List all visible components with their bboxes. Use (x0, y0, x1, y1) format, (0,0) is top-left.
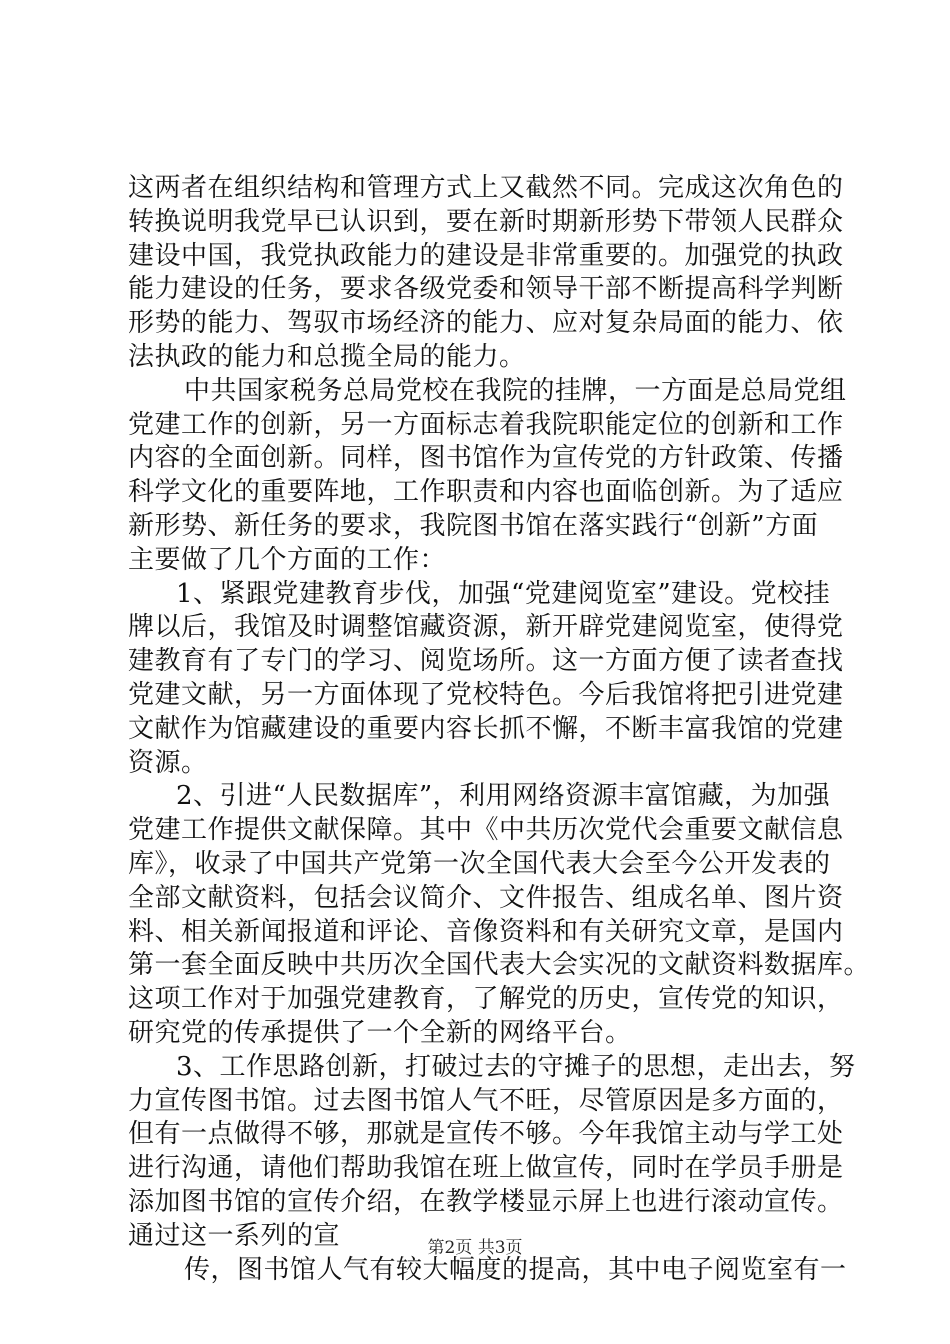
text-line: 科学文化的重要阵地，工作职责和内容也面临创新。为了适应 (128, 477, 844, 508)
text-line: 牌以后，我馆及时调整馆藏资源，新开辟党建阅览室，使得党 (128, 612, 844, 643)
text-line: 库》，收录了中国共产党第一次全国代表大会至今公开发表的 (128, 848, 831, 879)
text-line: 党建工作的创新，另一方面标志着我院职能定位的创新和工作 (128, 409, 844, 440)
text-line: 第一套全面反映中共历次全国代表大会实况的文献资料数据库。 (128, 950, 871, 981)
text-line: 党建文献，另一方面体现了党校特色。今后我馆将把引进党建 (128, 679, 844, 710)
text-line: 党建工作提供文献保障。其中《中共历次党代会重要文献信息 (128, 815, 844, 846)
text-line: 主要做了几个方面的工作： (128, 544, 447, 575)
text-line: 3、工作思路创新，打破过去的守摊子的思想，走出去，努 (176, 1051, 856, 1082)
text-line: 中共国家税务总局党校在我院的挂牌，一方面是总局党组 (184, 375, 847, 406)
text-line: 1、紧跟党建教育步伐，加强“党建阅览室”建设。党校挂 (176, 578, 831, 609)
text-line: 新形势、新任务的要求，我院图书馆在落实践行“创新”方面 (128, 510, 819, 541)
text-line: 转换说明我党早已认识到，要在新时期新形势下带领人民群众 (128, 206, 844, 237)
text-line: 这项工作对于加强党建教育，了解党的历史，宣传党的知识， (128, 984, 844, 1015)
text-line: 建教育有了专门的学习、阅览场所。这一方面方便了读者查找 (128, 646, 844, 677)
text-line: 内容的全面创新。同样，图书馆作为宣传党的方针政策、传播 (128, 443, 844, 474)
text-line: 建设中国，我党执政能力的建设是非常重要的。加强党的执政 (128, 240, 844, 271)
text-line: 力宣传图书馆。过去图书馆人气不旺，尽管原因是多方面的， (128, 1085, 844, 1116)
text-line: 资源。 (128, 747, 208, 778)
page-footer: 第2页 共3页 (427, 1238, 523, 1258)
text-line: 料、相关新闻报道和评论、音像资料和有关研究文章，是国内 (128, 916, 844, 947)
text-line: 形势的能力、驾驭市场经济的能力、应对复杂局面的能力、依 (128, 308, 844, 339)
text-line: 文献作为馆藏建设的重要内容长抓不懈，不断丰富我馆的党建 (128, 713, 844, 744)
text-line: 这两者在组织结构和管理方式上又截然不同。完成这次角色的 (128, 173, 844, 203)
text-line: 传，图书馆人气有较大幅度的提高，其中电子阅览室有一 (184, 1254, 847, 1285)
text-line: 但有一点做得不够，那就是宣传不够。今年我馆主动与学工处 (128, 1119, 844, 1150)
text-line: 通过这一系列的宣 (128, 1220, 341, 1251)
text-line: 研究党的传承提供了一个全新的网络平台。 (128, 1017, 632, 1048)
text-line: 全部文献资料，包括会议简介、文件报告、组成名单、图片资 (128, 882, 844, 913)
text-line: 添加图书馆的宣传介绍，在教学楼显示屏上也进行滚动宣传。 (128, 1186, 844, 1217)
body-text (128, 172, 871, 1287)
text-line: 能力建设的任务，要求各级党委和领导干部不断提高科学判断 (128, 274, 844, 305)
text-line: 2、引进“人民数据库”，利用网络资源丰富馆藏，为加强 (176, 781, 831, 812)
text-line: 进行沟通，请他们帮助我馆在班上做宣传，同时在学员手册是 (128, 1153, 844, 1184)
text-line: 法执政的能力和总揽全局的能力。 (128, 341, 526, 372)
